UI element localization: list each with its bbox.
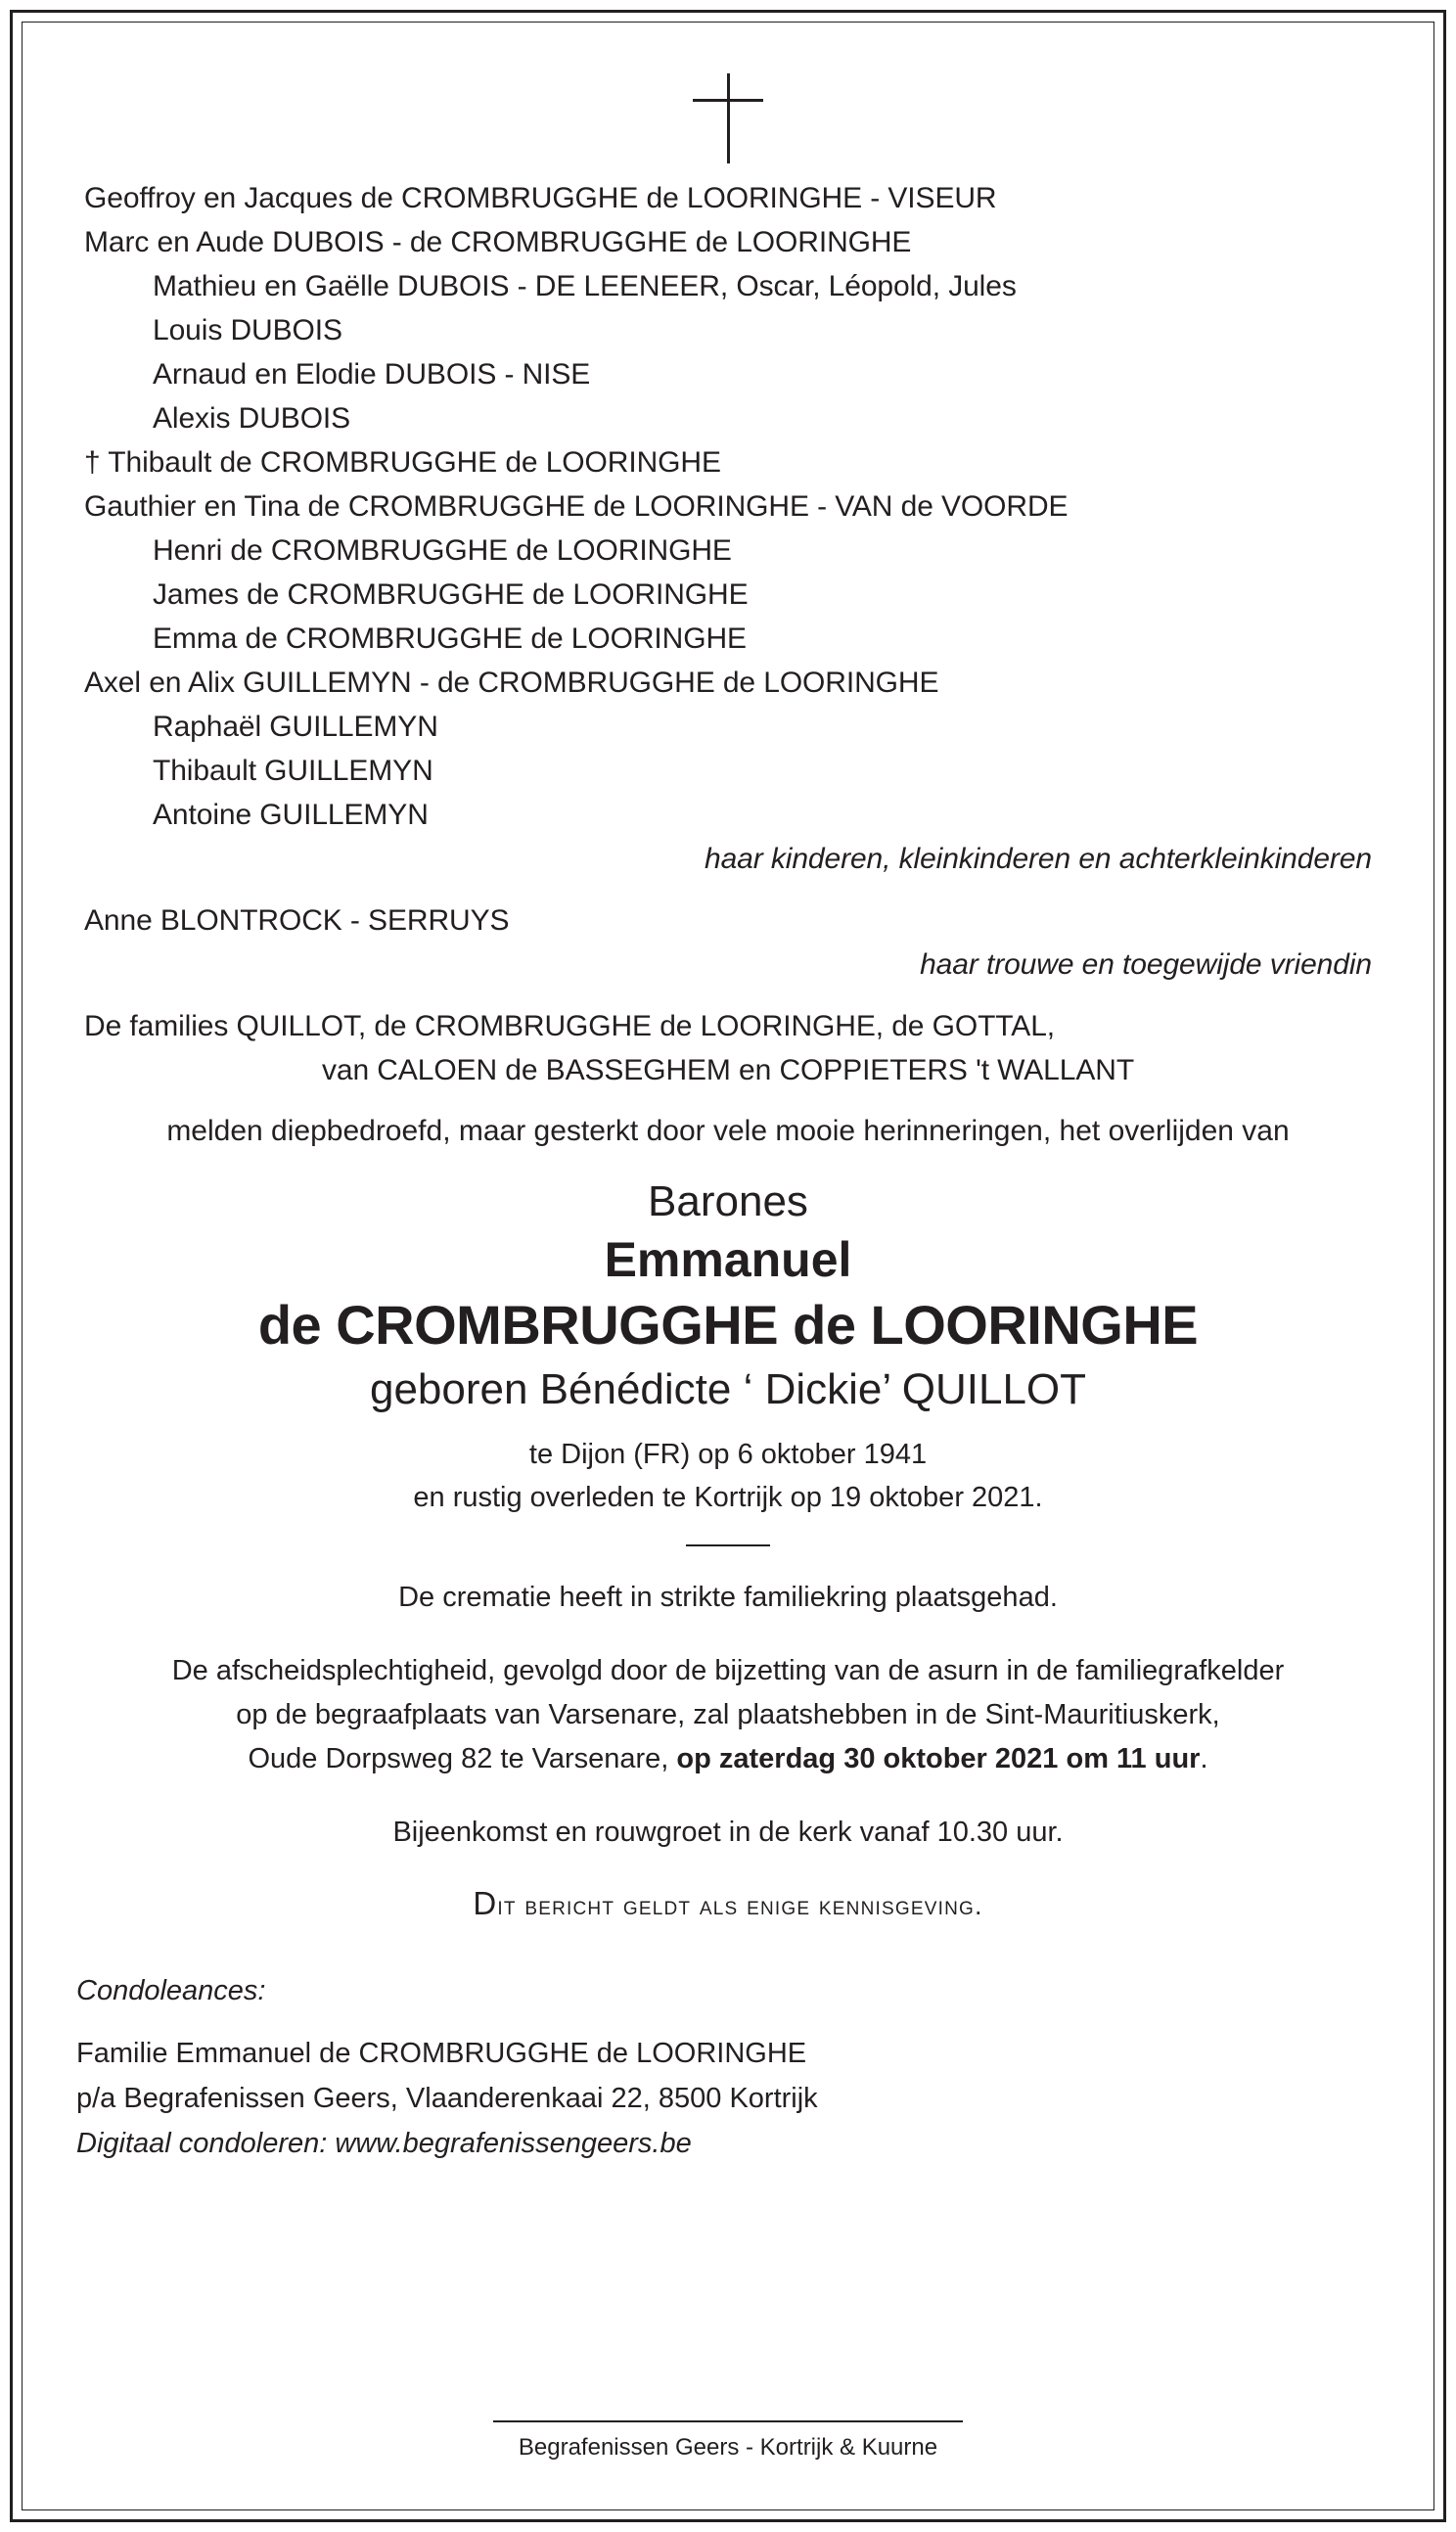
families-line-2: van CALOEN de BASSEGHEM en COPPIETERS 't WALLANT <box>321 1054 1135 1086</box>
condolences-website[interactable]: Digitaal condoleren: www.begrafenissengeers.be <box>76 2128 692 2159</box>
service-line-3-period: . <box>1200 1743 1208 1774</box>
spacer <box>76 2013 1380 2031</box>
service-line-3 <box>76 1737 1380 1781</box>
deceased-maiden-name: geboren Bénédicte ‘ Dickie’ QUILLOT <box>369 1365 1087 1413</box>
card-content <box>76 61 1380 2471</box>
spacer <box>76 881 1380 898</box>
condolences-address: p/a Begrafenissen Geers, Vlaanderenkaai 22, 8500 Kortrijk <box>76 2083 818 2114</box>
deceased-first-name: Emmanuel <box>604 1232 852 1287</box>
friend-name: Anne BLONTROCK - SERRUYS <box>84 904 510 937</box>
service-datetime: op zaterdag 30 oktober 2021 om 11 uur <box>676 1743 1201 1774</box>
deceased-name-block <box>76 1174 1380 1419</box>
cross-vertical-bar <box>727 73 730 163</box>
survivor-line: Alexis DUBOIS <box>153 402 351 435</box>
survivor-line: Thibault GUILLEMYN <box>153 755 433 787</box>
funeral-home-credit: Begrafenissen Geers - Kortrijk & Kuurne <box>518 2434 938 2461</box>
condolences-family: Familie Emmanuel de CROMBRUGGHE de LOORINGHE <box>76 2038 807 2069</box>
service-line-2: op de begraafplaats van Varsenare, zal plaatshebben in de Sint-Mauritiuskerk, <box>236 1699 1220 1730</box>
notice-rest: it bericht geldt als enige kennisgeving. <box>497 1891 983 1920</box>
birth-line: te Dijon (FR) op 6 oktober 1941 <box>528 1439 928 1470</box>
cross-horizontal-bar <box>693 99 763 102</box>
gathering-note: Bijeenkomst en rouwgroet in de kerk vanaf 10.30 uur. <box>392 1817 1064 1848</box>
survivor-line: Antoine GUILLEMYN <box>153 799 429 831</box>
families-line-1: De families QUILLOT, de CROMBRUGGHE de LOORINGHE, de GOTTAL, <box>84 1010 1056 1042</box>
survivor-line-deceased-son: † Thibault de CROMBRUGGHE de LOORINGHE <box>84 446 721 479</box>
spacer <box>76 1925 1380 1968</box>
relation-note-friend: haar trouwe en toegewijde vriendin <box>920 948 1372 981</box>
survivors-list <box>76 176 1380 1153</box>
service-address: Oude Dorpsweg 82 te Varsenare, <box>248 1743 677 1774</box>
deceased-family-name: de CROMBRUGGHE de LOORINGHE <box>257 1294 1199 1356</box>
survivor-line: Mathieu en Gaëlle DUBOIS - DE LEENEER, Oscar, Léopold, Jules <box>153 270 1017 302</box>
spacer <box>76 1781 1380 1811</box>
survivor-line: Marc en Aude DUBOIS - de CROMBRUGGHE de LOORINGHE <box>84 226 912 258</box>
notice-drop-cap: D <box>473 1885 498 1921</box>
spacer <box>76 1092 1380 1110</box>
survivor-line: Arnaud en Elodie DUBOIS - NISE <box>153 358 591 391</box>
survivor-line: Geoffroy en Jacques de CROMBRUGGHE de LOORINGHE - VISEUR <box>84 182 997 214</box>
survivor-line: James de CROMBRUGGHE de LOORINGHE <box>153 578 749 611</box>
latin-cross-icon <box>693 73 763 163</box>
service-details <box>76 1649 1380 1781</box>
spacer <box>76 987 1380 1004</box>
cross-symbol-container <box>76 61 1380 176</box>
condolences-heading: Condoleances: <box>76 1975 266 2006</box>
survivor-line: Axel en Alix GUILLEMYN - de CROMBRUGGHE de LOORINGHE <box>84 667 939 699</box>
survivor-line: Emma de CROMBRUGGHE de LOORINGHE <box>153 622 747 655</box>
card-footer <box>76 2420 1380 2471</box>
survivor-line: Raphaël GUILLEMYN <box>153 711 438 743</box>
life-dates <box>76 1433 1380 1519</box>
announcement-sentence: melden diepbedroefd, maar gesterkt door vele mooie herinneringen, het overlijden van <box>166 1115 1290 1147</box>
cremation-note: De crematie heeft in strikte familiekring plaatsgehad. <box>398 1582 1058 1613</box>
survivor-line: Henri de CROMBRUGGHE de LOORINGHE <box>153 534 732 567</box>
survivor-line: Gauthier en Tina de CROMBRUGGHE de LOORINGHE - VAN de VOORDE <box>84 490 1069 523</box>
deceased-title: Barones <box>648 1177 808 1225</box>
spacer <box>76 1620 1380 1649</box>
single-notice-statement <box>76 1884 1380 1925</box>
relation-note-children: haar kinderen, kleinkinderen en achterkleinkinderen <box>704 843 1372 875</box>
spacer <box>76 1855 1380 1884</box>
death-line: en rustig overleden te Kortrijk op 19 oktober 2021. <box>413 1482 1043 1513</box>
condolences-block <box>76 1968 1380 2166</box>
footer-divider <box>493 2420 963 2422</box>
spacer <box>76 1546 1380 1576</box>
service-line-1: De afscheidsplechtigheid, gevolgd door de bijzetting van de asurn in de familiegrafkelder <box>171 1655 1285 1686</box>
survivor-line: Louis DUBOIS <box>153 314 342 346</box>
